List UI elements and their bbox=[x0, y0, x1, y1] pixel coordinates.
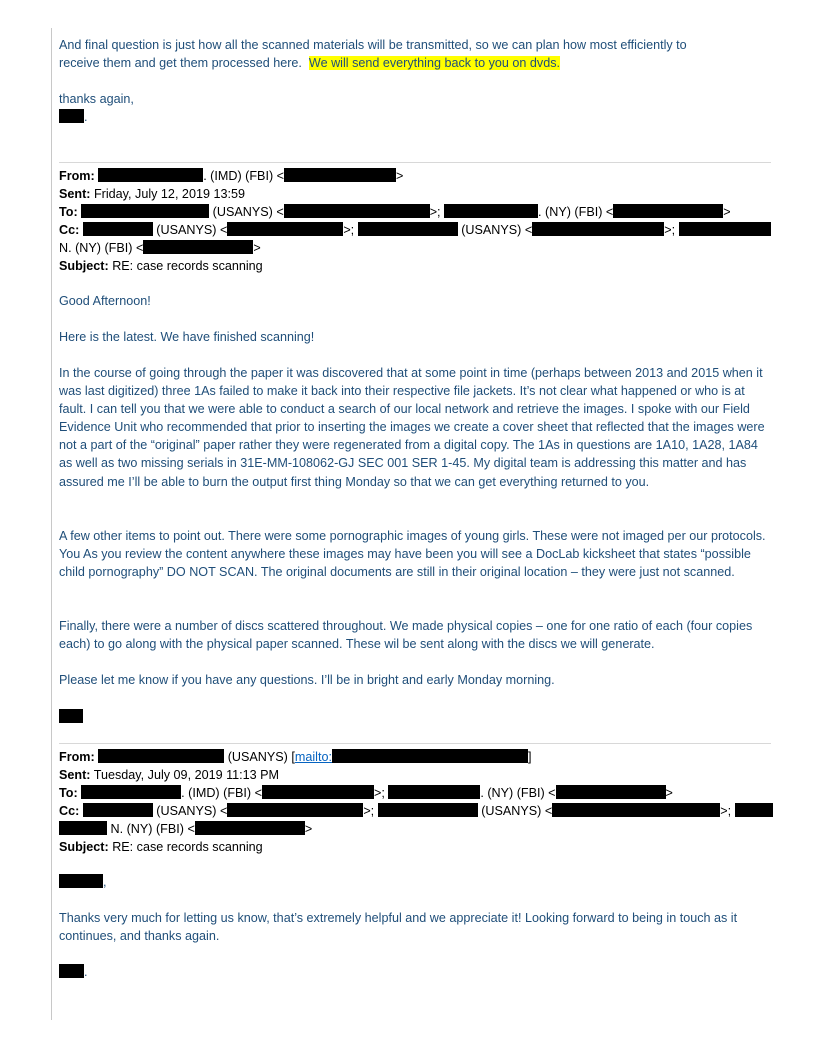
email1-para4: Finally, there were a number of discs scattered throughout. We made physical copies – one for one ratio of each (four copies each) to go along with the physical paper scanned. These wil be sent along with the discs we will generate. bbox=[59, 619, 753, 652]
sent-value: Friday, July 12, 2019 13:59 bbox=[93, 187, 245, 201]
email1-from bbox=[59, 167, 403, 185]
email1-sent bbox=[59, 185, 245, 203]
redaction bbox=[227, 222, 343, 236]
email1-para3: A few other items to point out. There were some pornographic images of young girls. These were not imaged per our protocols. You As you review the content anywhere these images may have been you will see a DocLab kicksheet that states “possible child pornography” DO NOT SCAN. The original documents are still in their original location – they were just not scanned. bbox=[59, 529, 766, 580]
thanks-line: thanks again, bbox=[59, 92, 134, 106]
signature-2 bbox=[59, 709, 83, 724]
signature-3 bbox=[59, 963, 770, 981]
cc-b: >; bbox=[343, 223, 355, 237]
email2-subject bbox=[59, 838, 263, 856]
separator bbox=[59, 743, 771, 744]
redaction bbox=[81, 204, 209, 218]
redaction bbox=[284, 168, 396, 182]
redaction bbox=[59, 874, 103, 888]
cc-d: >; bbox=[664, 223, 676, 237]
redaction bbox=[83, 222, 153, 236]
redaction bbox=[59, 109, 84, 123]
email2-para1: Thanks very much for letting us know, that’s extremely helpful and we appreciate it! Looking forward to being in touch as it continues, and thanks again. bbox=[59, 911, 738, 944]
email1-para5: Please let me know if you have any questions. I’ll be in bright and early Monday morning. bbox=[59, 673, 555, 687]
closing-paragraph bbox=[59, 36, 770, 72]
email1-cc bbox=[59, 221, 771, 239]
to-d: > bbox=[723, 205, 731, 219]
cc-line2: N. (NY) (FBI) < bbox=[59, 241, 144, 255]
to-b: >; bbox=[373, 786, 385, 800]
redaction bbox=[284, 204, 430, 218]
cc-label: Cc: bbox=[59, 804, 80, 818]
to-a: . (IMD) (FBI) < bbox=[181, 786, 262, 800]
subject-label: Subject: bbox=[59, 840, 109, 854]
email1-cc-line2 bbox=[59, 239, 261, 257]
mailto-text: mailto: bbox=[294, 750, 332, 764]
sig-dot: . bbox=[84, 965, 88, 979]
from-end: > bbox=[396, 169, 404, 183]
email2-cc bbox=[59, 802, 773, 820]
email2-to bbox=[59, 784, 673, 802]
redaction bbox=[227, 803, 363, 817]
cc-a: (USANYS) < bbox=[156, 223, 228, 237]
redaction bbox=[552, 803, 720, 817]
redaction bbox=[59, 821, 107, 835]
to-a: (USANYS) < bbox=[212, 205, 284, 219]
greeting-comma: , bbox=[103, 875, 107, 889]
from-text: (USANYS) [ bbox=[227, 750, 295, 764]
email2-cc-line2 bbox=[59, 820, 312, 838]
cc-a: (USANYS) < bbox=[156, 804, 228, 818]
redaction bbox=[358, 222, 458, 236]
email1-to bbox=[59, 203, 731, 221]
redaction bbox=[556, 785, 666, 799]
redaction bbox=[98, 168, 203, 182]
email1-subject bbox=[59, 257, 263, 275]
redaction bbox=[444, 204, 538, 218]
cc-line2: N. (NY) (FBI) < bbox=[110, 822, 195, 836]
to-b: >; bbox=[429, 205, 441, 219]
signature-1 bbox=[59, 108, 770, 126]
subject-value: RE: case records scanning bbox=[112, 840, 263, 854]
to-label: To: bbox=[59, 205, 78, 219]
redaction bbox=[195, 821, 305, 835]
to-label: To: bbox=[59, 786, 78, 800]
redaction bbox=[98, 749, 224, 763]
email1-greeting: Good Afternoon! bbox=[59, 294, 151, 308]
redaction bbox=[81, 785, 181, 799]
cc-d: >; bbox=[720, 804, 732, 818]
sent-label: Sent: bbox=[59, 768, 91, 782]
closing-text: receive them and get them processed here. bbox=[59, 56, 302, 71]
from-end: ] bbox=[527, 750, 532, 764]
redaction bbox=[332, 749, 528, 763]
sent-value: Tuesday, July 09, 2019 11:13 PM bbox=[93, 768, 280, 782]
from-label: From: bbox=[59, 750, 95, 764]
email2-from bbox=[59, 748, 531, 766]
cc-line2-end: > bbox=[304, 822, 313, 836]
separator bbox=[59, 162, 771, 163]
redaction bbox=[613, 204, 723, 218]
to-d: > bbox=[665, 786, 673, 800]
subject-label: Subject: bbox=[59, 259, 109, 273]
redaction bbox=[378, 803, 478, 817]
sig-dot: . bbox=[84, 110, 88, 124]
highlighted-reply: We will send everything back to you on dvds. bbox=[308, 56, 560, 71]
redaction bbox=[143, 240, 253, 254]
subject-value: RE: case records scanning bbox=[112, 259, 263, 273]
from-label: From: bbox=[59, 169, 95, 183]
redaction bbox=[59, 709, 83, 723]
email2-sent bbox=[59, 766, 279, 784]
redaction bbox=[83, 803, 153, 817]
redaction bbox=[532, 222, 664, 236]
from-text: . (IMD) (FBI) < bbox=[203, 169, 284, 183]
cc-c: (USANYS) < bbox=[481, 804, 553, 818]
closing-line-2 bbox=[59, 54, 770, 72]
redaction bbox=[679, 222, 771, 236]
sent-label: Sent: bbox=[59, 187, 91, 201]
redaction bbox=[388, 785, 480, 799]
cc-line2-end: > bbox=[253, 241, 261, 255]
cc-b: >; bbox=[363, 804, 375, 818]
to-c: . (NY) (FBI) < bbox=[538, 205, 614, 219]
cc-c: (USANYS) < bbox=[461, 223, 533, 237]
email1-para2: In the course of going through the paper it was discovered that at some point in time (perhaps between 2013 and 2015 when it was last digitized) three 1As failed to make it back into their respective file jackets. It’s not clear what happened or who is at fault. I can tell you that we were able to conduct a search of our local network and retrieve the images. I spoke with our Field Evidence Unit who recommended that prior to inserting the images we create a cover sheet that reflected that the images were not a part of the “original” paper rather they were regenerated from a digital copy. The 1As in questions are 1A10, 1A28, 1A84 as well as two missing serials in 31E-MM-108062-GJ SEC 001 SER 1-45. My digital team is addressing this matter and has assured me I’ll be able to burn the output first thing Monday so that we can get everything returned to you. bbox=[59, 366, 765, 489]
email1-para1: Here is the latest. We have finished scanning! bbox=[59, 330, 315, 344]
cc-label: Cc: bbox=[59, 223, 80, 237]
email2-greeting bbox=[59, 873, 770, 891]
redaction bbox=[262, 785, 374, 799]
closing-line-1: And final question is just how all the scanned materials will be transmitted, so we can plan how most efficiently to bbox=[59, 38, 687, 52]
redaction bbox=[735, 803, 773, 817]
to-c: . (NY) (FBI) < bbox=[480, 786, 556, 800]
redaction bbox=[59, 964, 84, 978]
mailto-link[interactable] bbox=[295, 750, 528, 764]
quote-bar bbox=[51, 28, 52, 1020]
